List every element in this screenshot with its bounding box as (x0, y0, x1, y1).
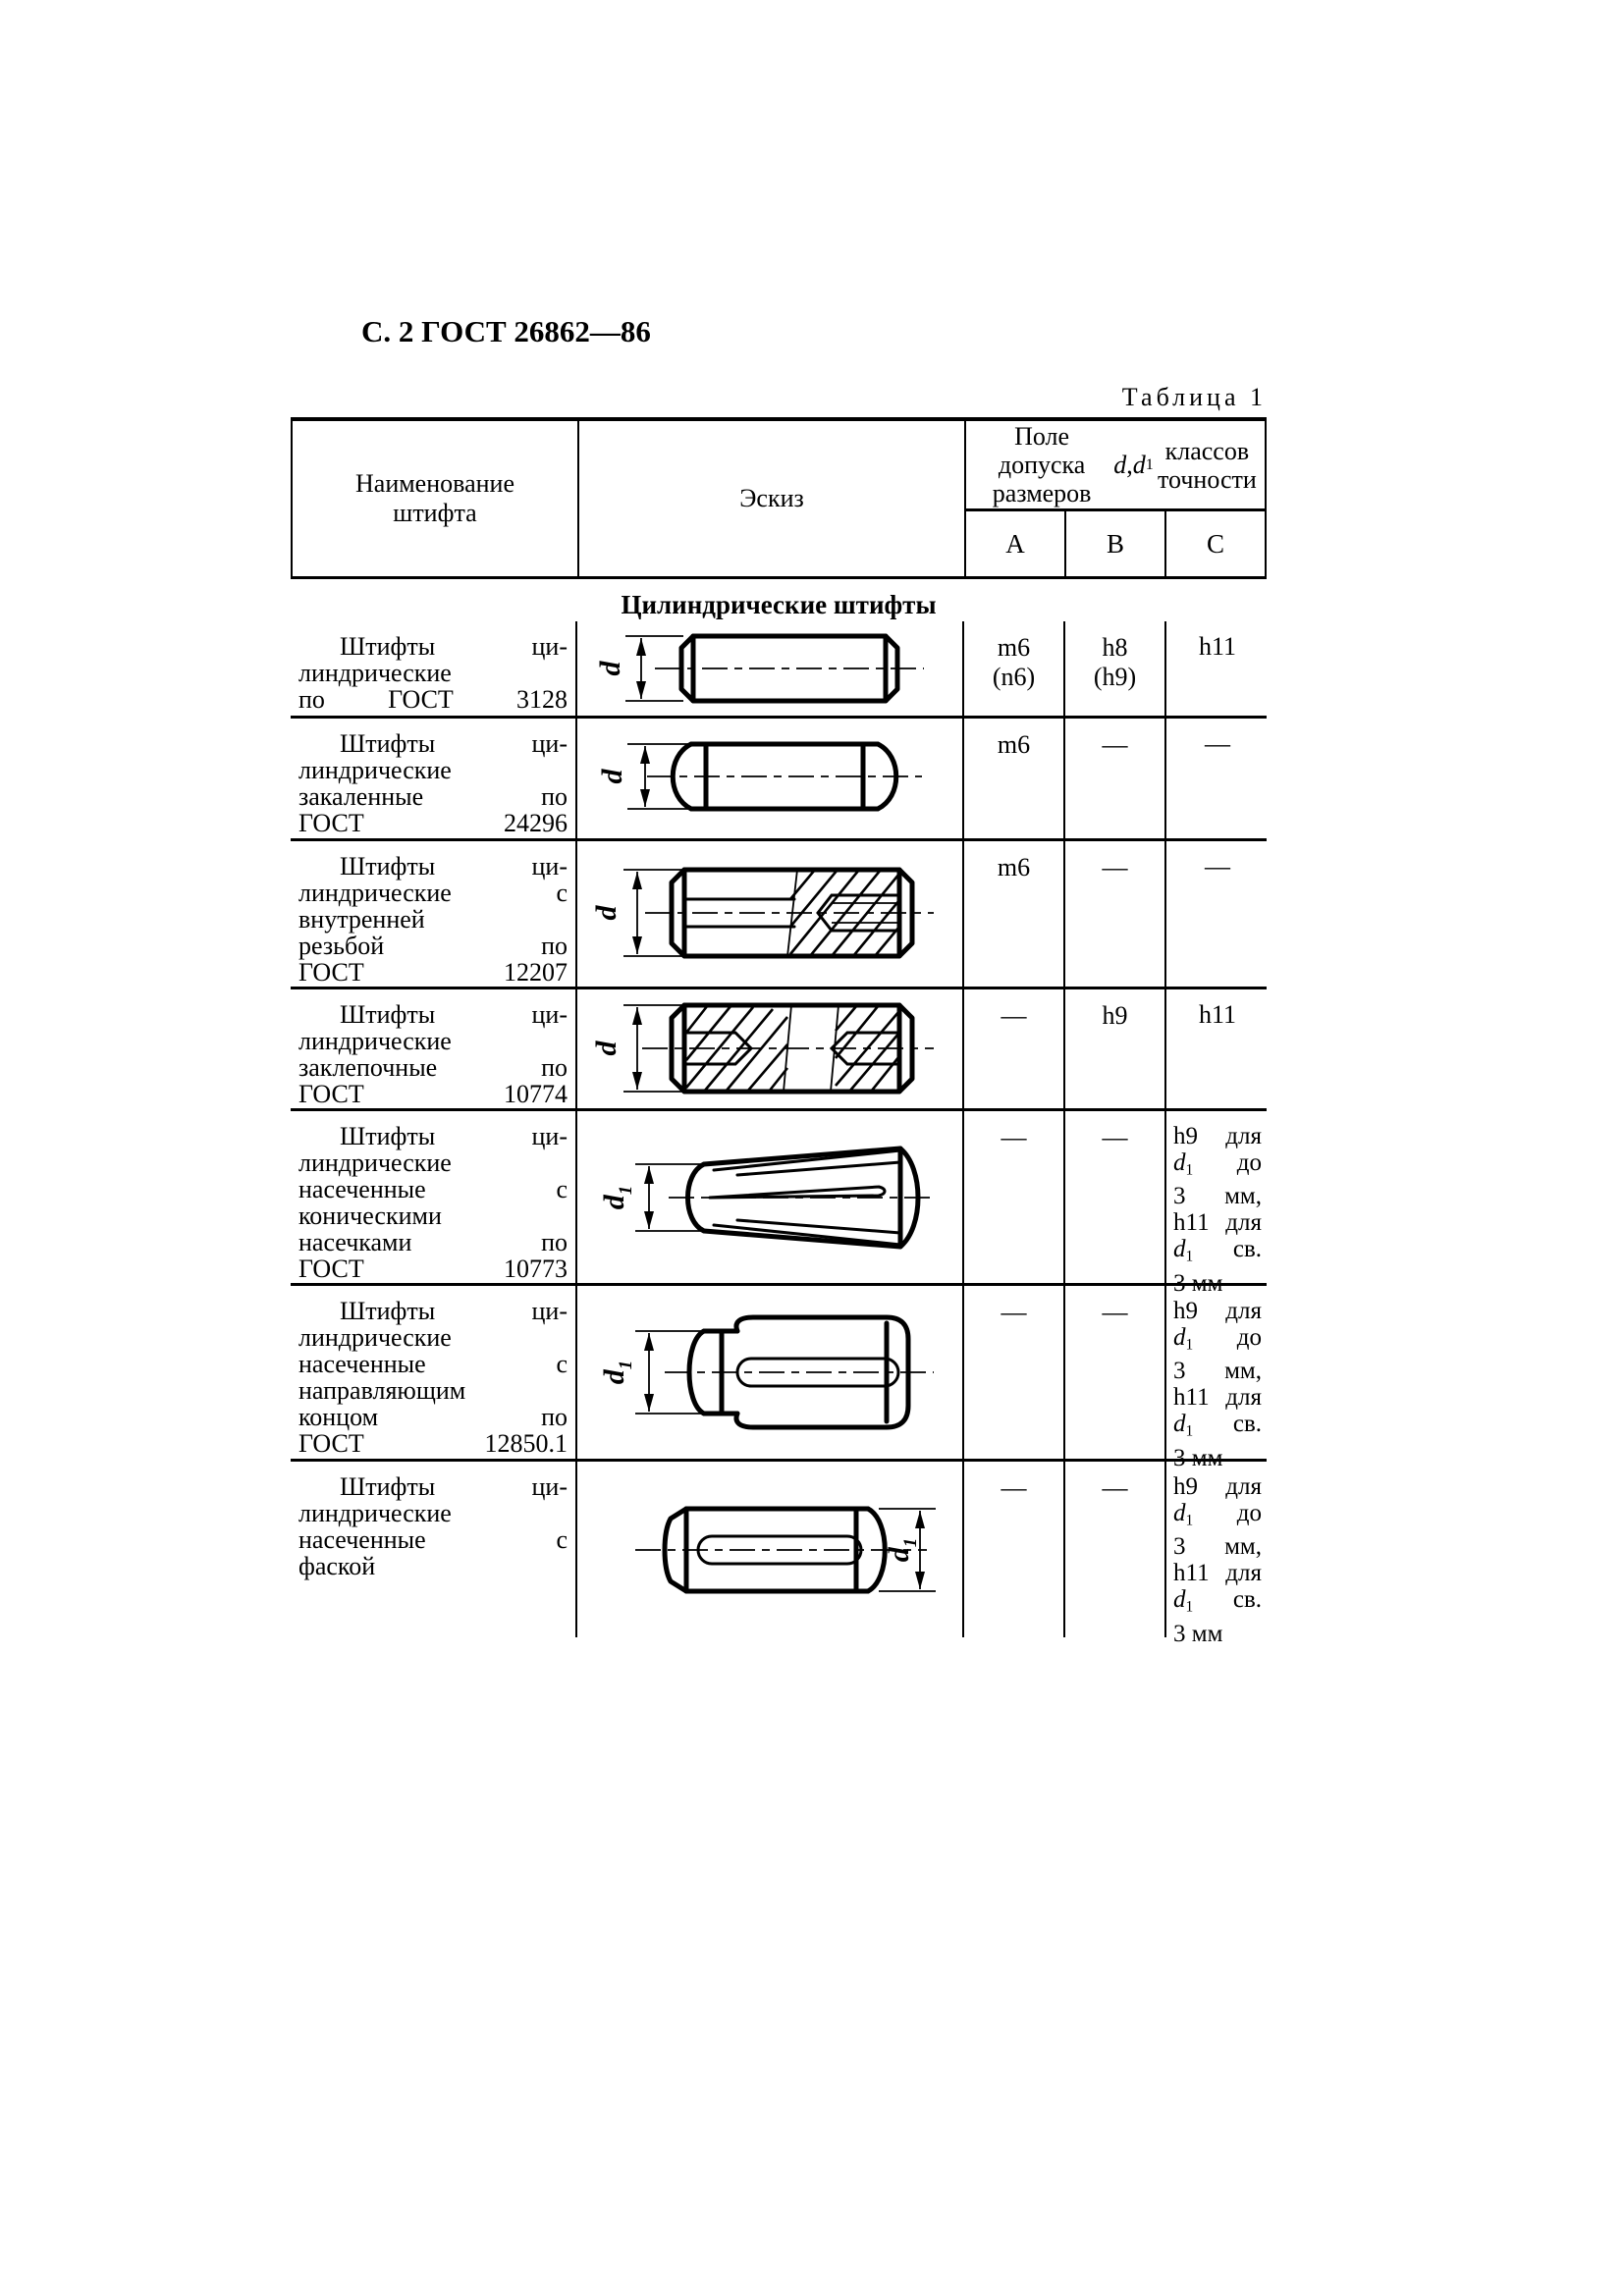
tolerance-value: — (1205, 852, 1230, 881)
pin-name-line: закаленные по (298, 782, 568, 811)
tolerance-c-cell (1166, 989, 1267, 1108)
tolerance-value: — (1102, 1298, 1128, 1326)
pin-name-cell (291, 1462, 577, 1637)
tolerance-c-cell (1166, 1111, 1267, 1297)
pin-name-line: Штифты ци- (340, 1000, 568, 1029)
tolerance-value: — (1001, 1123, 1027, 1151)
sketch-cell (577, 841, 964, 987)
pin-name-cell (291, 719, 577, 838)
tolerance-value: — (1001, 1473, 1027, 1502)
pin-name-line: внутренней (298, 905, 425, 934)
pin-name-line: по ГОСТ 3128 (298, 685, 568, 714)
tolerance-b-cell (1065, 989, 1166, 1108)
tolerance-b-cell (1065, 621, 1166, 716)
table-row (291, 621, 1267, 719)
pin-name-line: направляющим (298, 1376, 466, 1405)
tolerance-line: h9 для (1173, 1298, 1262, 1324)
class-header-b: В (1066, 511, 1166, 576)
tolerance-value: h11 (1198, 632, 1237, 661)
pin-notched-chamfer-sketch (588, 1487, 951, 1613)
tolerance-class-row (966, 511, 1265, 576)
pin-name-line: Штифты ци- (340, 1297, 568, 1325)
svg-text:d1: $d_1$ (883, 1537, 921, 1562)
pin-name-line: Штифты ци- (340, 729, 568, 758)
gost-table (291, 417, 1267, 1647)
table-row (291, 841, 1267, 989)
column-header-tolerance-group (966, 421, 1265, 576)
tolerance-group-title: Поле допуска размеров d , d 1 классов точности (966, 421, 1265, 511)
pin-name-line: линдрические (298, 1323, 452, 1352)
table-row (291, 719, 1267, 841)
sketch-cell (577, 1111, 964, 1283)
tolerance-value: m6 (997, 633, 1031, 662)
tolerance-b-cell (1065, 719, 1166, 838)
tolerance-value: h8 (1102, 633, 1128, 662)
section-title: Цилиндрические штифты (621, 590, 937, 619)
pin-notched-guide-end-sketch (588, 1309, 951, 1435)
tolerance-line: $d_1$ св. (1173, 1411, 1262, 1440)
tolerance-line: $d_1$ до (1173, 1324, 1262, 1354)
table-caption: Таблица 1 (1121, 383, 1267, 411)
table-row (291, 989, 1267, 1111)
svg-text:d1: $d_1$ (598, 1185, 636, 1209)
pin-name-line: линдрические (298, 1148, 452, 1177)
pin-name-line: насечками по (298, 1228, 568, 1256)
tolerance-value: h9 (1102, 1001, 1128, 1030)
tolerance-a-cell (964, 1111, 1065, 1283)
sketch-cell (577, 989, 964, 1108)
pin-conical-notches-sketch (588, 1135, 951, 1260)
pin-name-cell (291, 1286, 577, 1459)
class-header-a: А (966, 511, 1066, 576)
sketch-cell (577, 621, 964, 716)
tolerance-value: — (1205, 729, 1230, 758)
tolerance-value: (n6) (992, 663, 1036, 691)
pin-name-line: линдрические (298, 756, 452, 784)
pin-name-line: линдрические (298, 659, 452, 687)
page-header: С. 2 ГОСТ 26862—86 (361, 314, 651, 348)
tolerance-b-cell (1065, 1462, 1166, 1637)
pin-rivet-section-sketch (588, 997, 951, 1101)
tolerance-line: h11 для (1173, 1560, 1262, 1587)
pin-name-line: ГОСТ 10773 (298, 1255, 568, 1283)
pin-name-line: коническими (298, 1201, 442, 1230)
tolerance-value: h11 (1198, 1000, 1237, 1029)
tolerance-b-cell (1065, 1286, 1166, 1459)
tolerance-a-cell (964, 621, 1065, 716)
tolerance-line: 3 мм, (1173, 1533, 1262, 1561)
tolerance-line: h9 для (1173, 1473, 1262, 1500)
tolerance-a-cell (964, 1286, 1065, 1459)
table-body (291, 579, 1267, 1647)
tolerance-line: $d_1$ св. (1173, 1236, 1262, 1265)
tolerance-a-cell (964, 989, 1065, 1108)
tolerance-line: h11 для (1173, 1209, 1262, 1237)
tolerance-line: 3 мм (1173, 1444, 1223, 1471)
tolerance-line: 3 мм, (1173, 1183, 1262, 1210)
svg-text:d: d (596, 769, 628, 784)
tolerance-c-cell (1166, 841, 1267, 987)
tolerance-a-cell (964, 1462, 1065, 1637)
pin-name-cell (291, 989, 577, 1108)
tolerance-value: — (1001, 1298, 1027, 1326)
pin-name-line: Штифты ци- (340, 1472, 568, 1501)
pin-name-line: фаской (298, 1552, 376, 1580)
tolerance-line: $d_1$ до (1173, 1500, 1262, 1529)
pin-name-line: Штифты ци- (340, 1122, 568, 1150)
svg-text:d: d (594, 661, 626, 675)
svg-text:d: d (590, 905, 622, 921)
table-row (291, 1111, 1267, 1297)
tolerance-value: (h9) (1093, 663, 1137, 691)
pin-name-line: линдрические (298, 1027, 452, 1055)
pin-name-line: концом по (298, 1403, 568, 1431)
pin-name-cell (291, 841, 577, 987)
tolerance-c-cell (1166, 1286, 1267, 1471)
column-header-name: Наименование штифта (293, 421, 579, 576)
tolerance-c-cell (1166, 621, 1267, 716)
pin-name-line: насеченные с (298, 1525, 568, 1554)
tolerance-line: $d_1$ св. (1173, 1586, 1262, 1616)
tolerance-line: h11 для (1173, 1384, 1262, 1412)
tolerance-value: — (1102, 1473, 1128, 1502)
sketch-cell (577, 1286, 964, 1459)
pin-rounded-ends-sketch (588, 724, 951, 832)
table-row (291, 1286, 1267, 1471)
class-header-c: С (1206, 528, 1224, 559)
pin-name-line: Штифты ци- (340, 852, 568, 881)
tolerance-b-cell (1065, 1111, 1166, 1283)
pin-name-line: ГОСТ 12850.1 (298, 1429, 568, 1458)
pin-name-line: ГОСТ 12207 (298, 958, 568, 987)
pin-chamfered-sketch (588, 622, 951, 716)
pin-name-line: резьбой по (298, 932, 568, 960)
sketch-cell (577, 1462, 964, 1637)
table-header (291, 417, 1267, 579)
tolerance-line: h9 для (1173, 1123, 1262, 1149)
pin-name-cell (291, 621, 577, 716)
tolerance-line: $d_1$ до (1173, 1149, 1262, 1179)
tolerance-a-cell (964, 841, 1065, 987)
pin-name-line: ГОСТ 10774 (298, 1080, 568, 1108)
tolerance-b-cell (1065, 841, 1166, 987)
pin-name-line: Штифты ци- (340, 632, 568, 661)
tolerance-line: 3 мм (1173, 1620, 1223, 1647)
table-row (291, 1462, 1267, 1647)
svg-text:d1: $d_1$ (598, 1360, 636, 1385)
svg-text:d: d (590, 1041, 622, 1055)
column-header-sketch: Эскиз (579, 421, 966, 576)
tolerance-value: — (1001, 1001, 1027, 1030)
pin-internal-thread-sketch (588, 856, 951, 972)
tolerance-value: — (1102, 1123, 1128, 1151)
pin-name-line: заклепочные по (298, 1053, 568, 1082)
tolerance-value: — (1102, 730, 1128, 759)
sketch-cell (577, 719, 964, 838)
pin-name-line: насеченные с (298, 1350, 568, 1378)
tolerance-line: 3 мм, (1173, 1358, 1262, 1385)
pin-name-cell (291, 1111, 577, 1283)
pin-name-line: линдрические с (298, 879, 568, 907)
tolerance-line: 3 мм (1173, 1269, 1223, 1297)
tolerance-c-cell (1166, 719, 1267, 838)
pin-name-line: линдрические (298, 1499, 452, 1527)
tolerance-a-cell (964, 719, 1065, 838)
tolerance-value: m6 (997, 853, 1031, 881)
pin-name-line: насеченные с (298, 1175, 568, 1203)
pin-name-line: ГОСТ 24296 (298, 809, 568, 837)
tolerance-value: — (1102, 853, 1128, 881)
tolerance-c-cell (1166, 1462, 1267, 1647)
tolerance-value: m6 (997, 730, 1031, 759)
